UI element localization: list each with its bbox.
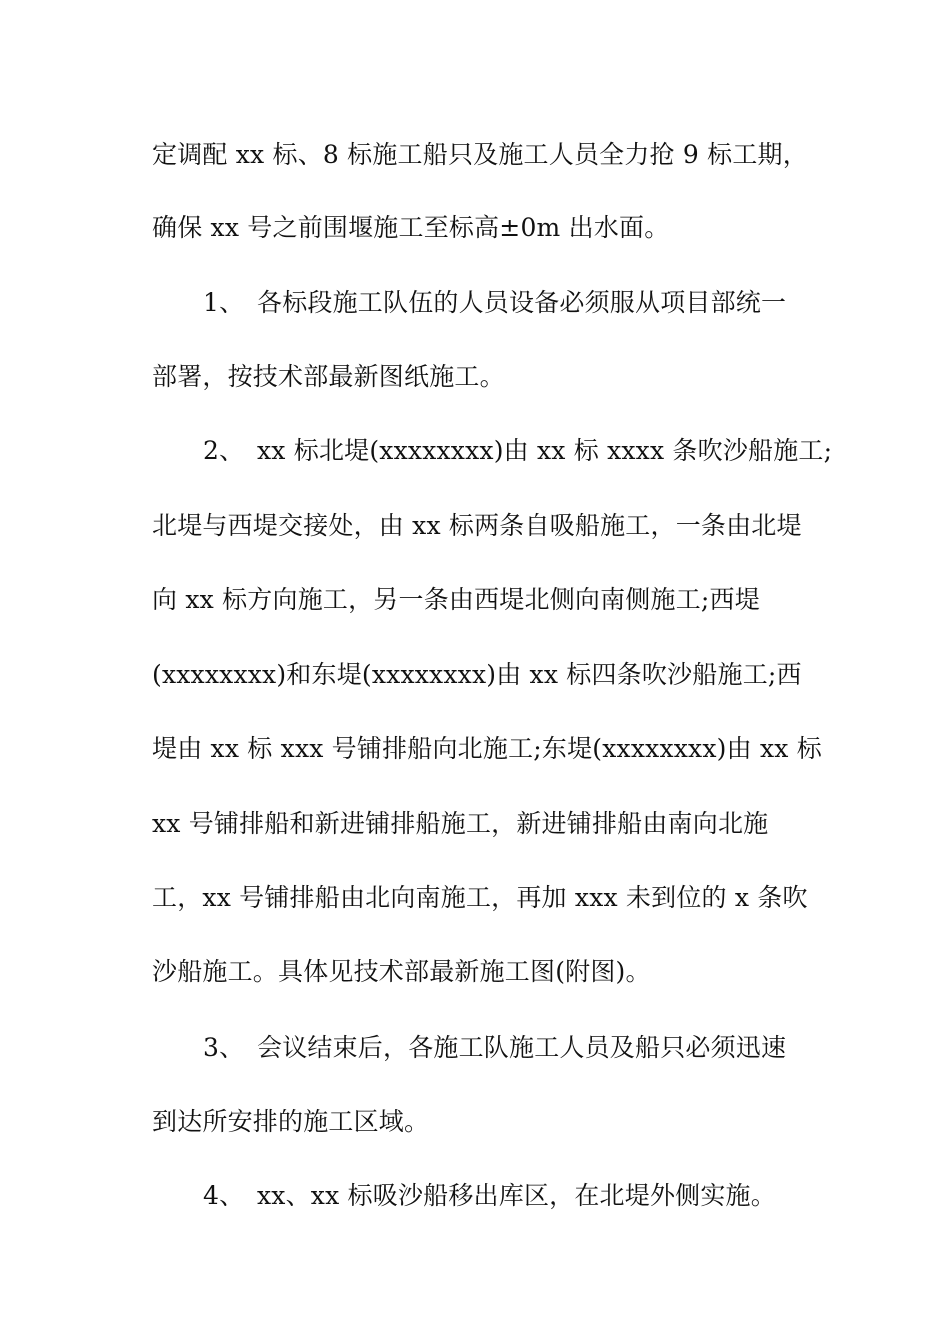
list-item-3 [203,1033,863,1063]
list-item-2 [203,436,863,466]
text-line: 向 xx 标方向施工，另一条由西堤北侧向南侧施工;西堤 [152,585,760,614]
list-item-text: 各标段施工队伍的人员设备必须服从项目部统一 [257,288,787,317]
text-line: 堤由 xx 标 xxx 号铺排船向北施工;东堤(xxxxxxxx)由 xx 标 [152,734,822,763]
list-number: 2、 [203,436,245,465]
text-line: 定调配 xx 标、8 标施工船只及施工人员全力抢 9 标工期， [152,140,808,169]
list-item-text: 会议结束后，各施工队施工人员及船只必须迅速 [257,1033,787,1062]
text-line: 沙船施工。具体见技术部最新施工图(附图)。 [152,957,651,986]
text-line: 到达所安排的施工区域。 [152,1107,430,1136]
text-line: 确保 xx 号之前围堰施工至标高±0m 出水面。 [152,213,670,242]
text-line: (xxxxxxxx)和东堤(xxxxxxxx)由 xx 标四条吹沙船施工;西 [152,660,802,689]
text-line: 北堤与西堤交接处，由 xx 标两条自吸船施工，一条由北堤 [152,511,802,540]
list-item-text: xx 标北堤(xxxxxxxx)由 xx 标 xxxx 条吹沙船施工; [257,436,833,465]
list-item-text: xx、xx 标吸沙船移出库区，在北堤外侧实施。 [257,1181,776,1210]
list-item-1 [203,288,863,318]
text-line: xx 号铺排船和新进铺排船施工，新进铺排船由南向北施 [152,809,769,838]
list-number: 3、 [203,1033,245,1062]
text-line: 工，xx 号铺排船由北向南施工，再加 xxx 未到位的 x 条吹 [152,883,808,912]
list-item-4 [203,1181,863,1211]
list-number: 4、 [203,1181,245,1210]
list-number: 1、 [203,288,245,317]
text-line: 部署，按技术部最新图纸施工。 [152,362,505,391]
